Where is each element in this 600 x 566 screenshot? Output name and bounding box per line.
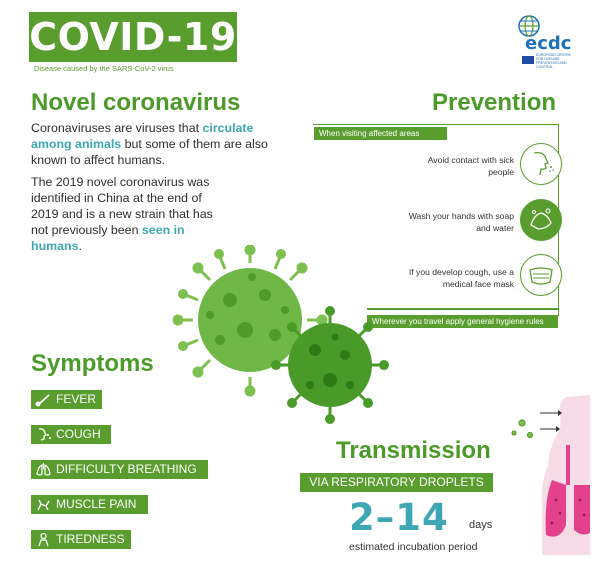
title-caption: Disease caused by the SARS-CoV-2 virus — [34, 64, 174, 73]
prevention-heading: Prevention — [432, 89, 557, 116]
thermometer-icon — [35, 392, 52, 407]
symptom-cough — [31, 425, 111, 444]
days-label: days — [469, 519, 493, 531]
lungs-icon — [35, 462, 52, 477]
incubation-period-label: estimated incubation period — [349, 541, 478, 553]
novel-paragraph-2 — [31, 174, 216, 254]
muscle-icon — [35, 497, 52, 512]
text-span: Coronaviruses are viruses that — [31, 121, 203, 135]
wherever-you-travel-tag: Wherever you travel apply general hygiene rules — [367, 315, 558, 328]
highlight-text: circulate among animals — [31, 121, 254, 151]
symptom-tiredness — [31, 530, 131, 549]
symptom-label: MUSCLE PAIN — [56, 497, 137, 511]
virus-small-icon — [273, 308, 388, 423]
face-mask-icon — [520, 254, 562, 296]
novel-coronavirus-heading: Novel coronavirus — [31, 89, 241, 116]
logo-subtext: EUROPEAN CENTRE FOR DISEASE PREVENTION AND CONTROL — [536, 53, 572, 69]
symptom-muscle-pain — [31, 495, 148, 514]
face-sneeze-icon — [520, 143, 562, 185]
symptom-difficulty-breathing — [31, 460, 208, 479]
respiratory-system-icon — [500, 385, 590, 555]
prevention-item-avoid-contact: Avoid contact with sick people — [427, 155, 514, 177]
coronavirus-illustration — [170, 245, 400, 430]
symptom-label: TIREDNESS — [56, 532, 125, 546]
cough-icon — [35, 427, 52, 442]
transmission-heading: Transmission — [336, 437, 491, 464]
symptom-label: COUGH — [56, 427, 101, 441]
when-visiting-tag: When visiting affected areas — [314, 127, 447, 140]
prevention-item-wash-hands: Wash your hands with soap and water — [408, 211, 514, 233]
text-span: The 2019 novel coronavirus was identified in China at the end of 2019 and is a new strain that has not previously been — [31, 175, 213, 237]
prevention-item-face-mask: If you develop cough, use a medical face mask — [408, 267, 514, 289]
tired-person-icon — [35, 532, 52, 547]
symptom-label: FEVER — [56, 392, 97, 406]
page-title: COVID-19 — [29, 12, 237, 62]
hand-wash-icon — [520, 199, 562, 241]
via-respiratory-droplets-banner: VIA RESPIRATORY DROPLETS — [300, 473, 493, 492]
text-span: . — [78, 239, 82, 253]
eu-flag-icon — [522, 56, 534, 64]
symptom-label: DIFFICULTY BREATHING — [56, 462, 197, 476]
symptom-fever — [31, 390, 102, 409]
incubation-days-range: 2–14 — [349, 496, 449, 539]
symptoms-heading: Symptoms — [31, 350, 154, 377]
text-span: but some of them are also known to affect humans. — [31, 137, 268, 167]
novel-paragraph-1 — [31, 120, 286, 168]
highlight-text: seen in humans — [31, 223, 185, 253]
logo-text: ecdc — [525, 33, 572, 54]
